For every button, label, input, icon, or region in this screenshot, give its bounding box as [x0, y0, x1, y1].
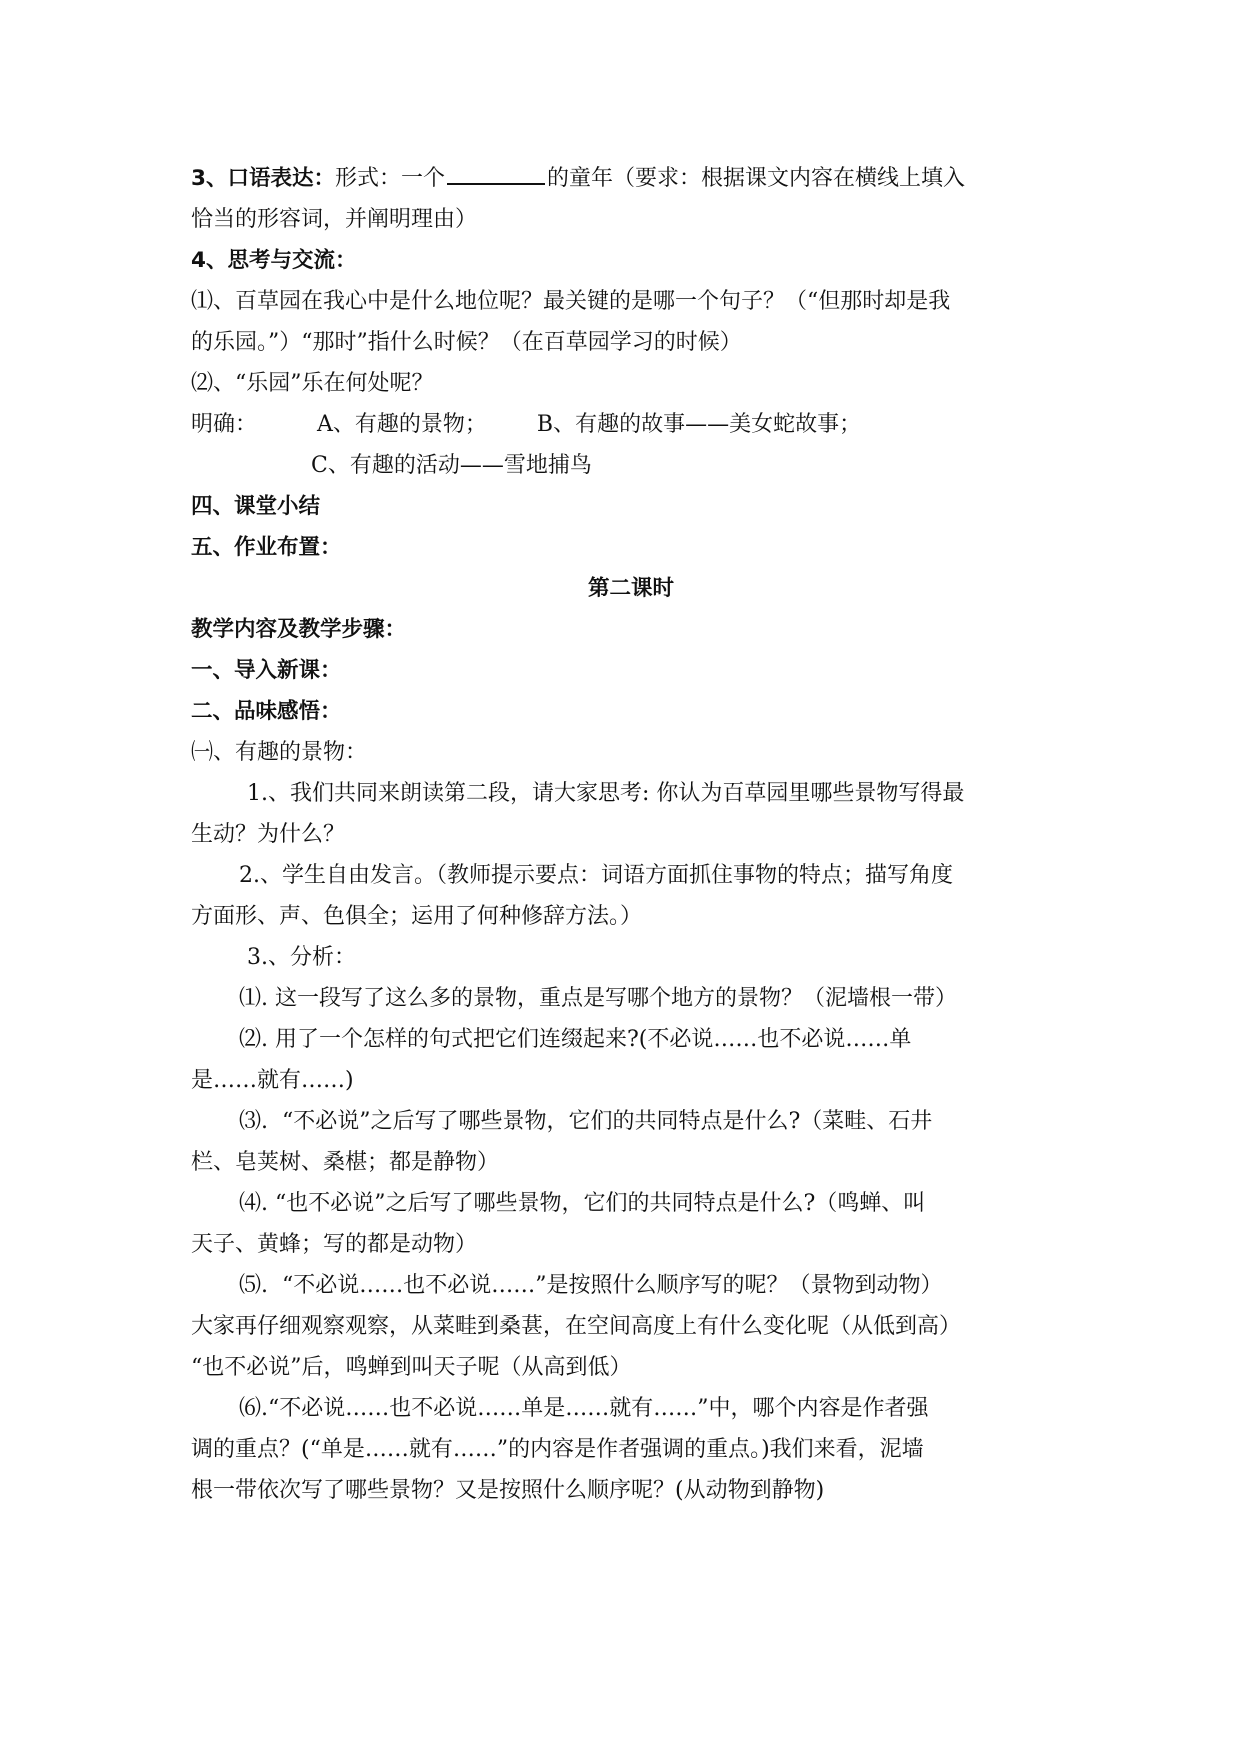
section-heading: 四、课堂小结: [191, 494, 321, 519]
clarify-line: [191, 404, 1071, 445]
paragraph-line: 根一带依次写了哪些景物？又是按照什么顺序呢？(从动物到静物): [191, 1478, 825, 1503]
paragraph-line: 的乐园。”）“那时”指什么时候？（在百草园学习的时候）: [191, 330, 742, 355]
paragraph-line: 是……就有……): [191, 1068, 354, 1093]
clarify-item-a: A、有趣的景物；: [317, 412, 487, 437]
section-heading: 3、口语表达：: [191, 166, 335, 191]
paragraph-line: 3.、分析：: [247, 945, 356, 970]
paragraph-line: ⑵、“乐园”乐在何处呢？: [191, 371, 434, 396]
paragraph-line: 天子、黄蜂；写的都是动物）: [191, 1232, 478, 1257]
paragraph-line: ⑷. “也不必说”之后写了哪些景物，它们的共同特点是什么?（鸣蝉、叫: [239, 1191, 926, 1216]
paragraph-line: “也不必说”后，鸣蝉到叫天子呢（从高到低）: [191, 1355, 632, 1380]
subsection-heading: ㈠、有趣的景物：: [191, 740, 368, 765]
clarify-item-c: C、有趣的活动——雪地捕鸟: [311, 453, 592, 478]
paragraph-line: ⑵. 用了一个怎样的句式把它们连缀起来?(不必说……也不必说……单: [239, 1027, 912, 1052]
lesson-title: 第二课时: [587, 576, 674, 601]
section-heading: 一、导入新课：: [191, 658, 342, 683]
paragraph-line: 调的重点？(“单是……就有……”的内容是作者强调的重点。)我们来看，泥墙: [191, 1437, 924, 1462]
document-page: [191, 158, 1071, 1511]
paragraph-line: ⑴. 这一段写了这么多的景物，重点是写哪个地方的景物？（泥墙根一带）: [239, 986, 957, 1011]
paragraph-line: 1.、我们共同来朗读第二段，请大家思考: 你认为百草园里哪些景物写得最: [247, 781, 965, 806]
section-heading: 五、作业布置：: [191, 535, 342, 560]
section-heading: 二、品味感悟：: [191, 699, 342, 724]
paragraph-text: 形式：一个: [334, 166, 445, 191]
oral-expression-line: [191, 158, 1071, 199]
paragraph-line: ⑶. “不必说”之后写了哪些景物，它们的共同特点是什么?（菜畦、石井: [239, 1109, 933, 1134]
paragraph-line: 恰当的形容词，并阐明理由）: [191, 207, 478, 232]
paragraph-line: 生动？为什么？: [191, 822, 346, 847]
fill-in-blank: [447, 161, 545, 185]
paragraph-line: ⑴、百草园在我心中是什么地位呢？最关键的是哪一个句子？（“但那时却是我: [191, 289, 951, 314]
paragraph-line: 栏、皂荚树、桑椹；都是静物）: [191, 1150, 500, 1175]
paragraph-line: 大家再仔细观察观察，从菜畦到桑葚，在空间高度上有什么变化呢（从低到高）: [191, 1314, 962, 1339]
section-heading: 教学内容及教学步骤：: [191, 617, 407, 642]
paragraph-text: 的童年（要求：根据课文内容在横线上填入: [546, 166, 965, 191]
paragraph-line: 2.、学生自由发言。（教师提示要点：词语方面抓住事物的特点；描写角度: [239, 863, 953, 888]
clarify-item-b: B、有趣的故事——美女蛇故事；: [536, 412, 862, 437]
paragraph-line: ⑹.“不必说……也不必说……单是……就有……”中，哪个内容是作者强: [239, 1396, 929, 1421]
paragraph-line: 方面形、声、色俱全；运用了何种修辞方法。）: [191, 904, 643, 929]
section-heading: 4、思考与交流：: [191, 248, 357, 273]
paragraph-line: ⑸. “不必说……也不必说……”是按照什么顺序写的呢？（景物到动物）: [239, 1273, 943, 1298]
clarify-label: 明确：: [191, 412, 258, 437]
